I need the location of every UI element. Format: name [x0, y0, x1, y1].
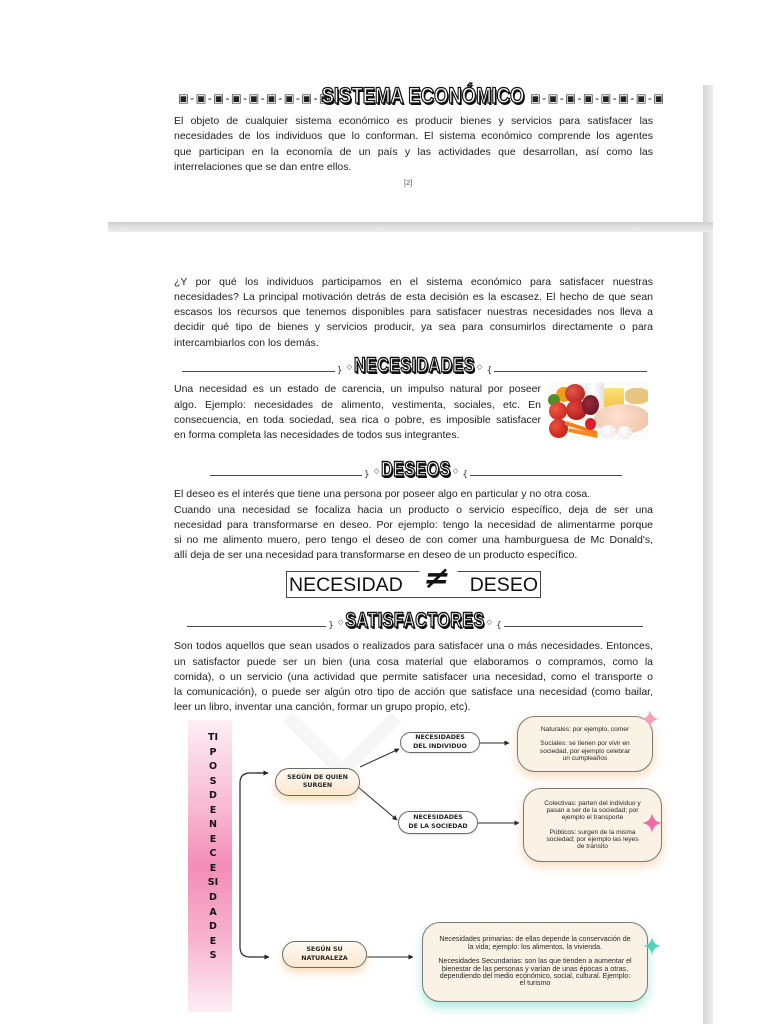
detail-line: bienestar de las personas y varían de unas épocas a otras,: [441, 964, 629, 973]
section-title: NECESIDADES: [353, 355, 476, 378]
text-line: en forma completa las necesidades de todos sus integrantes.: [174, 429, 460, 442]
page-title-text: SISTEMA ECONÓMICO: [321, 82, 525, 108]
detail-paragraph: [438, 958, 631, 988]
title-decoration-left: ▣-▣-▣-▣-▣-▣-▣-▣-▣: [178, 91, 332, 105]
section-title: SATISFACTORES: [345, 610, 485, 633]
diamond-icon: ◇: [346, 363, 352, 371]
ornament-right-icon: {: [462, 470, 468, 480]
title-decoration-right: ▣-▣-▣-▣-▣-▣-▣-▣: [530, 91, 666, 105]
detail-line: ejemplo el transporte: [561, 814, 624, 822]
arrow-connector: [358, 787, 397, 820]
text-line: escasos los recursos que tenemos disponibles para satisfacer nuestras necesidades nos lleva a: [174, 306, 653, 319]
ornament-left-icon: }: [328, 621, 334, 631]
detail-line: dependiendo del medio económico, social, cultural. Ejemplo:: [439, 971, 631, 980]
detail-line: la vida; ejemplo: los alimentos, la vivienda.: [467, 942, 603, 951]
text-line: Una necesidad es un estado de carencia, un impulso natural por poseer: [174, 383, 541, 396]
text-line: ¿Y por qué los individuos participamos en el sistema económico para satisfacer nuestras: [174, 275, 653, 288]
text-line: que participan en la economía de un país y las actividades que desarrollan, así como las: [174, 145, 653, 158]
diagram-title-vertical: TIPOSDENECESIDADES: [207, 732, 219, 962]
sparkle-icon: [641, 812, 663, 834]
node-necesidades-de-la-sociedad: [398, 811, 478, 834]
text-line: la comunicación), o puede ser algún otro tipo de acción que satisface una necesidad (como bailar,: [174, 686, 653, 699]
node-label-line: NATURALEZA: [301, 954, 348, 962]
detail-line: Necesidades Secundarias: son las que tienden a aumentar el: [438, 957, 632, 966]
node-label-line: NECESIDADES: [415, 734, 465, 742]
detail-line: Naturales: por ejemplo, comer: [540, 726, 630, 734]
text-line: interrelaciones que se dan entre ellos.: [174, 160, 352, 173]
text-line: El objeto de cualquier sistema económico es producir bienes y servicios para satisfacer las: [174, 115, 653, 127]
detail-line: pasan a ser de la sociedad; por: [546, 807, 639, 815]
sparkle-icon: [640, 709, 660, 729]
text-line: necesidades de los individuos que lo conforman. El sistema económico comprende los agentes: [174, 130, 653, 143]
node-segun-de-quien-surgen: [275, 768, 360, 796]
node-necesidades-del-individuo: [400, 732, 480, 753]
detail-paragraph: [541, 726, 629, 733]
bracket-connector: [240, 773, 269, 957]
detail-paragraph: [540, 740, 630, 762]
text-line: leer un libro, inventar una canción, formar un grupo propio, etc).: [174, 701, 471, 714]
comparison-left-term: NECESIDAD: [289, 574, 403, 596]
detail-line: Colectivas: parten del individuo y: [544, 799, 641, 807]
citation-marker: [2]: [404, 178, 413, 187]
comparison-right-term: DESEO: [469, 574, 538, 596]
detail-paragraph: [544, 800, 640, 822]
detail-line: Necesidades primarias: de ellas depende la conservación de: [439, 935, 631, 944]
node-label-line: DEL INDIVIDUO: [413, 742, 467, 750]
detail-line: un cumpleaños: [562, 754, 608, 762]
detail-line: Públicos: surgen de la misma: [549, 828, 636, 836]
node-label-line: SURGEN: [302, 782, 333, 789]
not-equal-icon: ≠: [415, 563, 459, 593]
node-label-line: SEGÚN SU: [306, 946, 343, 954]
node-label-line: DE LA SOCIEDAD: [408, 822, 468, 830]
section-title: DESEOS: [381, 459, 451, 482]
sparkle-icon: [642, 936, 662, 956]
text-line: Son todos aquellos que sean usados o realizados para satisfacer una o más necesidades. Entonces,: [174, 640, 653, 653]
text-line: necesidades? La principal motivación detrás de esta decisión es la escasez. El hecho de que sean: [174, 290, 653, 303]
diamond-icon: ◇: [486, 618, 493, 626]
node-label-line: NECESIDADES: [413, 814, 463, 822]
diamond-icon: ◇: [373, 467, 380, 475]
arrow-connector: [360, 749, 399, 767]
ornament-right-icon: {: [486, 366, 493, 376]
node-segun-su-naturaleza: [282, 941, 367, 968]
text-line: El deseo es el interés que tiene una persona por poseer algo en particular y no otra cosa.: [174, 488, 591, 501]
detail-box-naturaleza: [422, 922, 648, 1002]
diamond-icon: ◇: [477, 363, 483, 371]
text-line: si no me alimento muero, pero tengo el deseo de con comer una hamburguesa de Mc Donald's,: [174, 534, 653, 547]
text-line: consecuencia, en toda sociedad, sea rica o pobre, es imposible satisfacer: [174, 413, 541, 426]
text-line: decidir qué tipo de bienes y servicios producir, ya sea para consumirlos directamente o para: [174, 321, 653, 334]
text-line: comida), o un servicio (una actividad que permite satisfacer una necesidad, como el transporte o: [174, 670, 653, 683]
text-line: necesidad para transformarse en deseo. Por ejemplo: tengo la necesidad de alimentarme porque: [174, 518, 653, 531]
detail-box-individuo: [517, 716, 653, 772]
text-line: intercambiarlos con los demás.: [174, 336, 319, 349]
detail-line: de tránsito: [577, 842, 608, 850]
ornament-left-icon: }: [336, 366, 343, 376]
detail-line: el turismo: [519, 979, 551, 988]
detail-line: sociedad, por ejemplo celebrar: [539, 747, 631, 755]
detail-paragraph: [547, 829, 639, 851]
detail-line: Sociales: se tienen por vivir en: [540, 740, 630, 748]
diamond-icon: ◇: [452, 467, 459, 475]
ornament-right-icon: {: [496, 621, 502, 631]
detail-paragraph: [439, 936, 630, 951]
text-line: Cuando una necesidad se focaliza hacia un producto o servicio específico, deja de ser una: [174, 503, 653, 516]
detail-line: sociedad; por ejemplo las leyes: [546, 835, 639, 843]
text-line: algo. Ejemplo: necesidades de alimento, vestimenta, sociales, etc. En: [174, 398, 541, 411]
text-line: un satisfactor puede ser un bien (una cosa material que elaboramos o compramos, como la: [174, 655, 653, 668]
diamond-icon: ◇: [337, 618, 344, 626]
ornament-left-icon: }: [364, 470, 370, 480]
node-label-line: SEGÚN DE QUIEN: [287, 773, 348, 781]
text-line: allí deja de ser una necesidad para transformarse en deseo de un producto específico.: [174, 549, 578, 562]
